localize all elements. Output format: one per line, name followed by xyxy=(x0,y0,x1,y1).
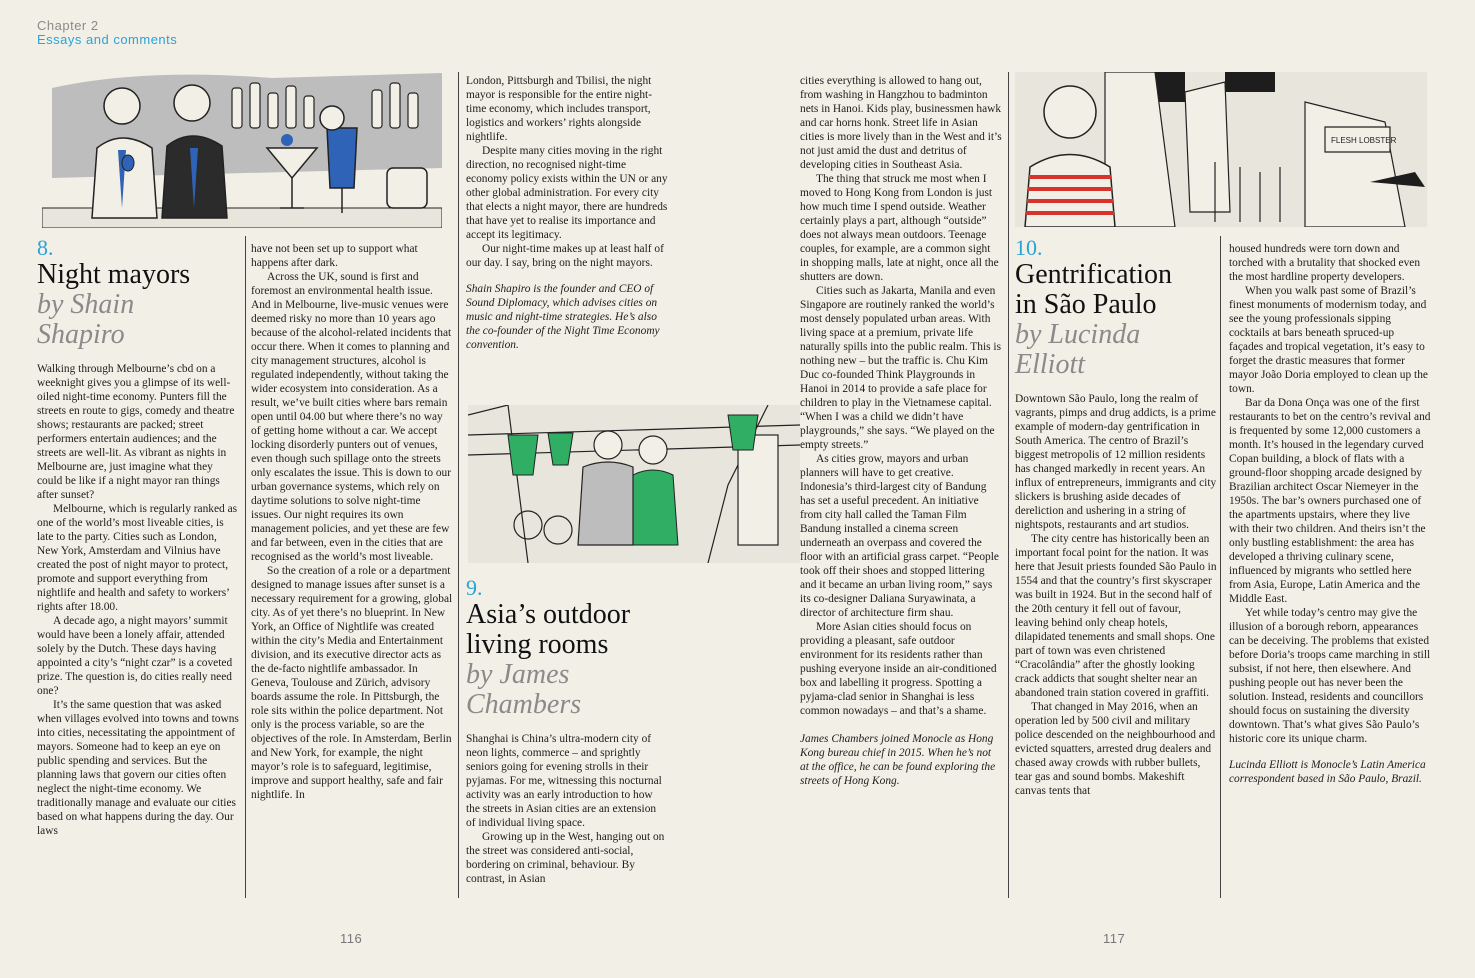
body-paragraph: Yet while today’s centro may give the illusion of a borough reborn, appearances can be deceiving. The problems that existed before Doria’s troops came marching in still subsist, if not here, then elsewhere. And pushing people out has never been the solution. Instead, residents and councillors should focus on sustaining the diversity downtown. That’s what gives São Paulo’s historic core its unique charm. xyxy=(1229,607,1431,745)
body-paragraph: Across the UK, sound is first and foremost an environmental health issue. And in Melbourne, live-music venues were deemed risky no more than 10 years ago because of the alcohol-related incidents that occur there. When it comes to planning and city management structures, alcohol is regulated independently, without taking the wider ecosystem into consideration. As a result, we’ve built cities where bars remain open until 04.00 but where there’s no way of getting home without a car. We accept locking disorderly punters out of venues, even though such spillage onto the streets only escalates the issue. This is down to our urban governance systems, which rely on daytime solutions to solve night-time issues. Our night requires its own management policies, and yet these are few and far between, even in the cities that are recognised as the world’s most liveable. xyxy=(251,271,452,563)
section-label: Essays and comments xyxy=(37,32,178,47)
column-rule xyxy=(1008,72,1009,898)
body-paragraph: Shanghai is China’s ultra-modern city of neon lights, commerce – and sprightly seniors going for evening strolls in their pyjamas. For me, witnessing this nocturnal activity was an early introduction to how the streets in Asian cities are an extension of individual living space. xyxy=(466,733,662,829)
article-asia-outdoor-col2 xyxy=(800,74,1002,788)
body-paragraph: So the creation of a role or a department designed to manage issues after sunset is a necessary requirement for a growing, global city. As of yet there’s no blueprint. In New York, an Office of Nightlife was created within the city’s Media and Entertainment division, and its executive director acts as the de-facto nightlife ambassador. In Geneva, Toulouse and Zürich, advisory boards assume the role. In Pittsburgh, the role sits within the police department. Not only is the process variable, so are the objectives of the role. In Amsterdam, Berlin and New York, for example, the night mayor’s role is to safeguard, legitimise, improve and support healthy, safe and fair nightlife. In xyxy=(251,565,453,801)
body-paragraph: It’s the same question that was asked when villages evolved into towns and towns into cities, necessitating the appointment of mayors. Someone had to keep an eye on public spending and services. But the planning laws that govern our cities often neglect the night-time economy. We traditionally manage and evaluate our cities based on what happens during the day. Our laws xyxy=(37,699,239,837)
article-night-mayors xyxy=(37,236,239,838)
body-paragraph: More Asian cities should focus on providing a pleasant, safe outdoor environment for its residents rather than pushing everyone inside an air-conditioned box and labelling it progress. Spotting a pyjama-clad senior in Shanghai is less common nowadays – and that’s a shame. xyxy=(800,621,997,717)
asian-street-illustration xyxy=(468,405,800,563)
page-number-right: 117 xyxy=(1103,931,1126,946)
chapter-label: Chapter 2 xyxy=(37,18,99,33)
article-gentrification-col2 xyxy=(1229,242,1431,786)
article-night-mayors-col3 xyxy=(466,74,668,352)
chapter-header xyxy=(37,19,177,47)
body-paragraph: London, Pittsburgh and Tbilisi, the night mayor is responsible for the entire night-time economy, which includes transport, logistics and workers’ rights alongside nightlife. xyxy=(466,75,652,143)
column-rule xyxy=(245,236,246,898)
author-bio: Shain Shapiro is the founder and CEO of Sound Diplomacy, which advises cities on music and night-time strategies. He’s also the co-founder of the Night Time Economy convention. xyxy=(466,283,660,351)
article-gentrification xyxy=(1015,236,1217,798)
article-title: Gentrification in São Paulo xyxy=(1015,259,1173,320)
article-byline: by James Chambers xyxy=(466,659,582,720)
sao-paulo-street-illustration xyxy=(1015,72,1427,227)
article-byline: by Shain Shapiro xyxy=(37,289,135,350)
article-asia-outdoor xyxy=(466,576,668,886)
column-rule xyxy=(1220,236,1221,898)
article-night-mayors-col2 xyxy=(251,242,453,802)
body-paragraph: The thing that struck me most when I moved to Hong Kong from London is just how much time I spend outside. Weather certainly plays a part, although “outside” does not always mean outdoors. Teenage couples, for example, are a common sight in shopping malls, late at night, once all the shutters are down. xyxy=(800,173,999,283)
author-bio: James Chambers joined Monocle as Hong Kong bureau chief in 2015. When he’s not at the office, he can be found exploring the streets of Hong Kong. xyxy=(800,733,996,787)
body-paragraph: That changed in May 2016, when an operation led by 500 civil and military police descended on the neighbourhood and evicted squatters, arrested drug dealers and chased away crowds with rubber bullets, tear gas and sound bombs. Makeshift canvas tents that xyxy=(1015,701,1216,797)
body-paragraph: Our night-time makes up at least half of our day. I say, bring on the night mayors. xyxy=(466,243,664,269)
body-paragraph: cities everything is allowed to hang out, from washing in Hangzhou to badminton nets in Hanoi. Kids play, businessmen hawk and car horns honk. Street life in Asian cities is more lively than in the West and it’s not just amid the dust and detritus of developing cities in Southeast Asia. xyxy=(800,75,1002,171)
body-paragraph: The city centre has historically been an important focal point for the nation. It was here that Jesuit priests founded São Paulo in 1554 and that the country’s first skyscraper was built in 1924. But in the second half of the 20th century it fell out of favour, leaving behind only cheap hotels, dilapidated tenements and small shops. One part of town was even christened “Cracolândia” after the ghostly looking crack addicts that sought shelter near an abandoned train station covered in graffiti. xyxy=(1015,533,1217,699)
article-byline: by Lucinda Elliott xyxy=(1015,319,1141,380)
bar-scene-illustration xyxy=(42,68,442,228)
author-bio: Lucinda Elliott is Monocle’s Latin America correspondent based in São Paulo, Brazil. xyxy=(1229,759,1426,785)
article-number: 8. xyxy=(37,235,54,260)
page-number-left: 116 xyxy=(340,931,363,946)
body-paragraph: Walking through Melbourne’s cbd on a weeknight gives you a glimpse of its well-oiled night-time economy. Punters fill the streets en route to gigs, comedy and theatre shows; restaurants are packed; street performers entertain audiences; and the streets are well-lit. As vibrant as nights in Melbourne are, just imagine what they could be like if a night mayor ran things after sunset? xyxy=(37,363,235,501)
body-paragraph: Despite many cities moving in the right direction, no recognised night-time economy policy exists within the UN or any other global administration. For every city that elects a night mayor, there are hundreds that have yet to realise its importance and accept its legitimacy. xyxy=(466,145,668,241)
body-paragraph: Bar da Dona Onça was one of the first restaurants to bet on the centro’s revival and is frequented by some 12,000 customers a month. It’s housed in the legendary curved Copan building, a block of flats with a ground-floor shopping arcade designed by Brazilian architect Oscar Niemeyer in the 1950s. The bar’s owners purchased one of the apartments upstairs, where they live with their two children. And theirs isn’t the only bustling establishment: the area has developed a thriving culinary scene, influenced by migrants who settled here from Asia, Europe, Latin America and the Middle East. xyxy=(1229,397,1431,605)
body-paragraph: have not been set up to support what happens after dark. xyxy=(251,243,418,269)
body-paragraph: Growing up in the West, hanging out on the street was considered anti-social, bordering on criminal, behaviour. By contrast, in Asian xyxy=(466,831,665,885)
column-rule xyxy=(458,72,459,898)
body-paragraph: As cities grow, mayors and urban planners will have to get creative. Indonesia’s third-largest city of Bandung has set a useful precedent. An initiative from city hall called the Taman Film Bandung installed a cinema screen underneath an overpass and covered the floor with an artificial grass carpet. “People took off their shoes and stopped littering and it became an urban living room,” says its co-designer Daliana Suryawinata, a director of architecture firm shau. xyxy=(800,453,999,619)
article-title: Night mayors xyxy=(37,259,191,290)
body-paragraph: Downtown São Paulo, long the realm of vagrants, pimps and drug addicts, is a prime example of modern-day gentrification in South America. The centro of Brazil’s biggest metropolis of 12 million residents has changed markedly in recent years. An influx of entrepreneurs, immigrants and city slickers is brushing aside decades of dereliction and ushering in a string of nightspots, restaurants and art studios. xyxy=(1015,393,1217,531)
article-number: 10. xyxy=(1015,235,1043,260)
shop-sign-text: FLESH LOBSTER xyxy=(1331,136,1397,145)
article-number: 9. xyxy=(466,575,483,600)
article-title: Asia’s outdoor living rooms xyxy=(466,599,631,660)
body-paragraph: Melbourne, which is regularly ranked as one of the world’s most liveable cities, is late to the party. Cities such as London, New York, Amsterdam and Vilnius have created the post of night mayor to protect, promote and support everything from nightlife and health and safety to workers’ rights after 18.00. xyxy=(37,503,238,613)
body-paragraph: Cities such as Jakarta, Manila and even Singapore are routinely ranked the world’s most densely populated urban areas. With living space at a premium, private life naturally spills into the public realm. This is nothing new – but the traffic is. Chu Kim Duc co-founded Think Playgrounds in Hanoi in 2014 to provide a safe place for children to play in the Vietnamese capital. “When I was a child we didn’t have playgrounds,” she says. “We played on the empty streets.” xyxy=(800,285,1001,451)
body-paragraph: A decade ago, a night mayors’ summit would have been a lonely affair, attended solely by the Dutch. These days having appointed a city’s “night czar” is a coveted prize. The question is, do cities really need one? xyxy=(37,615,233,697)
body-paragraph: housed hundreds were torn down and torched with a brutality that shocked even the most hardline property developers. xyxy=(1229,243,1421,283)
body-paragraph: When you walk past some of Brazil’s finest monuments of modernism today, and see the young professionals sipping cocktails at bars beneath spruced-up façades and tropical vegetation, it’s easy to forget the drastic measures that former mayor João Doria employed to clean up the town. xyxy=(1229,285,1428,395)
